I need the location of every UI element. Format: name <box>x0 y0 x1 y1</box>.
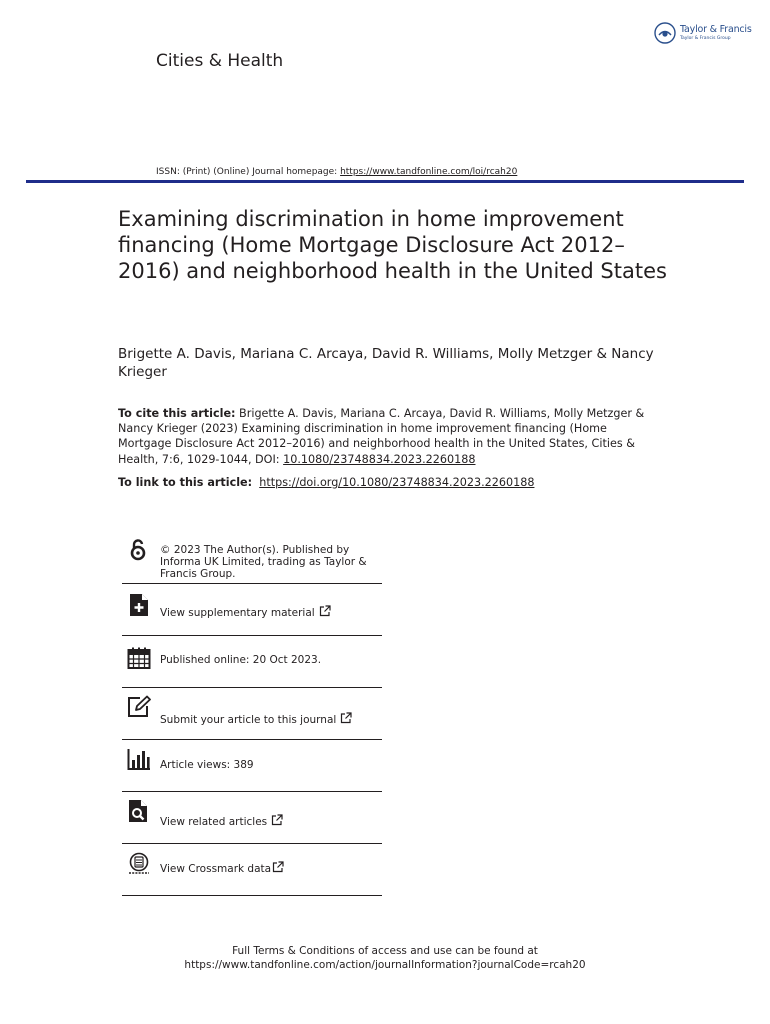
issn-line <box>156 167 517 177</box>
citation-text: Brigette A. Davis, Mariana C. Arcaya, David R. Williams, Molly Metzger & Nancy Krieger (2023) Examining discrimination in home improvement financing (Home Mortgage Disclosure Act 2012–2016) and neighborhood health in the United States, Cities & Health, 7:6, 1029-1044, DOI: <box>118 407 645 466</box>
related-articles-link[interactable] <box>160 814 283 828</box>
article-title: Examining discrimination in home improvement financing (Home Mortgage Disclosure Act 2012–2016) and neighborhood health in the United States <box>118 207 667 283</box>
open-access-lock-icon <box>127 538 151 562</box>
calendar-icon <box>127 646 151 670</box>
article-doi-link[interactable]: https://doi.org/10.1080/23748834.2023.2260188 <box>259 476 535 489</box>
submit-article-label: Submit your article to this journal <box>160 714 337 726</box>
info-item-open-access <box>122 532 382 584</box>
info-item-submit[interactable] <box>122 688 382 740</box>
published-date: Published online: 20 Oct 2023. <box>160 654 322 666</box>
issn-text: ISSN: (Print) (Online) Journal homepage: <box>156 167 341 177</box>
file-plus-icon <box>127 593 151 617</box>
crossmark-label: View Crossmark data <box>160 863 272 875</box>
info-item-published <box>122 636 382 688</box>
info-item-related[interactable] <box>122 792 382 844</box>
open-access-text: © 2023 The Author(s). Published by Informa UK Limited, trading as Taylor & Francis Group. <box>160 544 367 580</box>
external-link-icon <box>272 861 284 873</box>
article-views: Article views: 389 <box>160 759 254 771</box>
external-link-icon <box>319 605 331 617</box>
taylor-francis-logo-icon <box>654 22 676 44</box>
crossmark-icon <box>127 852 151 876</box>
article-link-label: To link to this article: <box>118 476 253 489</box>
supplementary-label: View supplementary material <box>160 607 315 619</box>
article-link-line <box>118 476 534 489</box>
submit-article-link[interactable] <box>160 712 352 726</box>
journal-homepage-link[interactable]: https://www.tandfonline.com/loi/rcah20 <box>340 167 518 177</box>
journal-title: Cities & Health <box>156 51 284 71</box>
info-item-supplementary[interactable] <box>122 584 382 636</box>
bar-chart-icon <box>127 747 151 771</box>
publisher-logo[interactable] <box>654 22 752 46</box>
supplementary-link[interactable] <box>160 605 331 619</box>
article-authors: Brigette A. Davis, Mariana C. Arcaya, David R. Williams, Molly Metzger & Nancy Krieger <box>118 346 654 380</box>
footer-terms-text: Full Terms & Conditions of access and use can be found at <box>232 945 538 957</box>
info-item-crossmark[interactable] <box>122 844 382 896</box>
document-search-icon <box>127 799 151 823</box>
external-link-icon <box>271 814 283 826</box>
related-articles-label: View related articles <box>160 816 268 828</box>
citation <box>118 406 648 467</box>
footer-terms-link[interactable]: https://www.tandfonline.com/action/journalInformation?journalCode=rcah20 <box>184 959 586 971</box>
external-link-icon <box>340 712 352 724</box>
logo-name: Taylor & Francis <box>680 24 752 35</box>
header-rule <box>26 180 744 183</box>
citation-doi-link[interactable]: 10.1080/23748834.2023.2260188 <box>283 452 476 466</box>
citation-label: To cite this article: <box>118 407 236 420</box>
article-info-list <box>122 532 382 896</box>
crossmark-link[interactable] <box>160 861 284 875</box>
info-item-views <box>122 740 382 792</box>
edit-icon <box>127 695 151 719</box>
footer <box>0 944 770 972</box>
logo-group: Taylor & Francis Group <box>680 36 731 41</box>
